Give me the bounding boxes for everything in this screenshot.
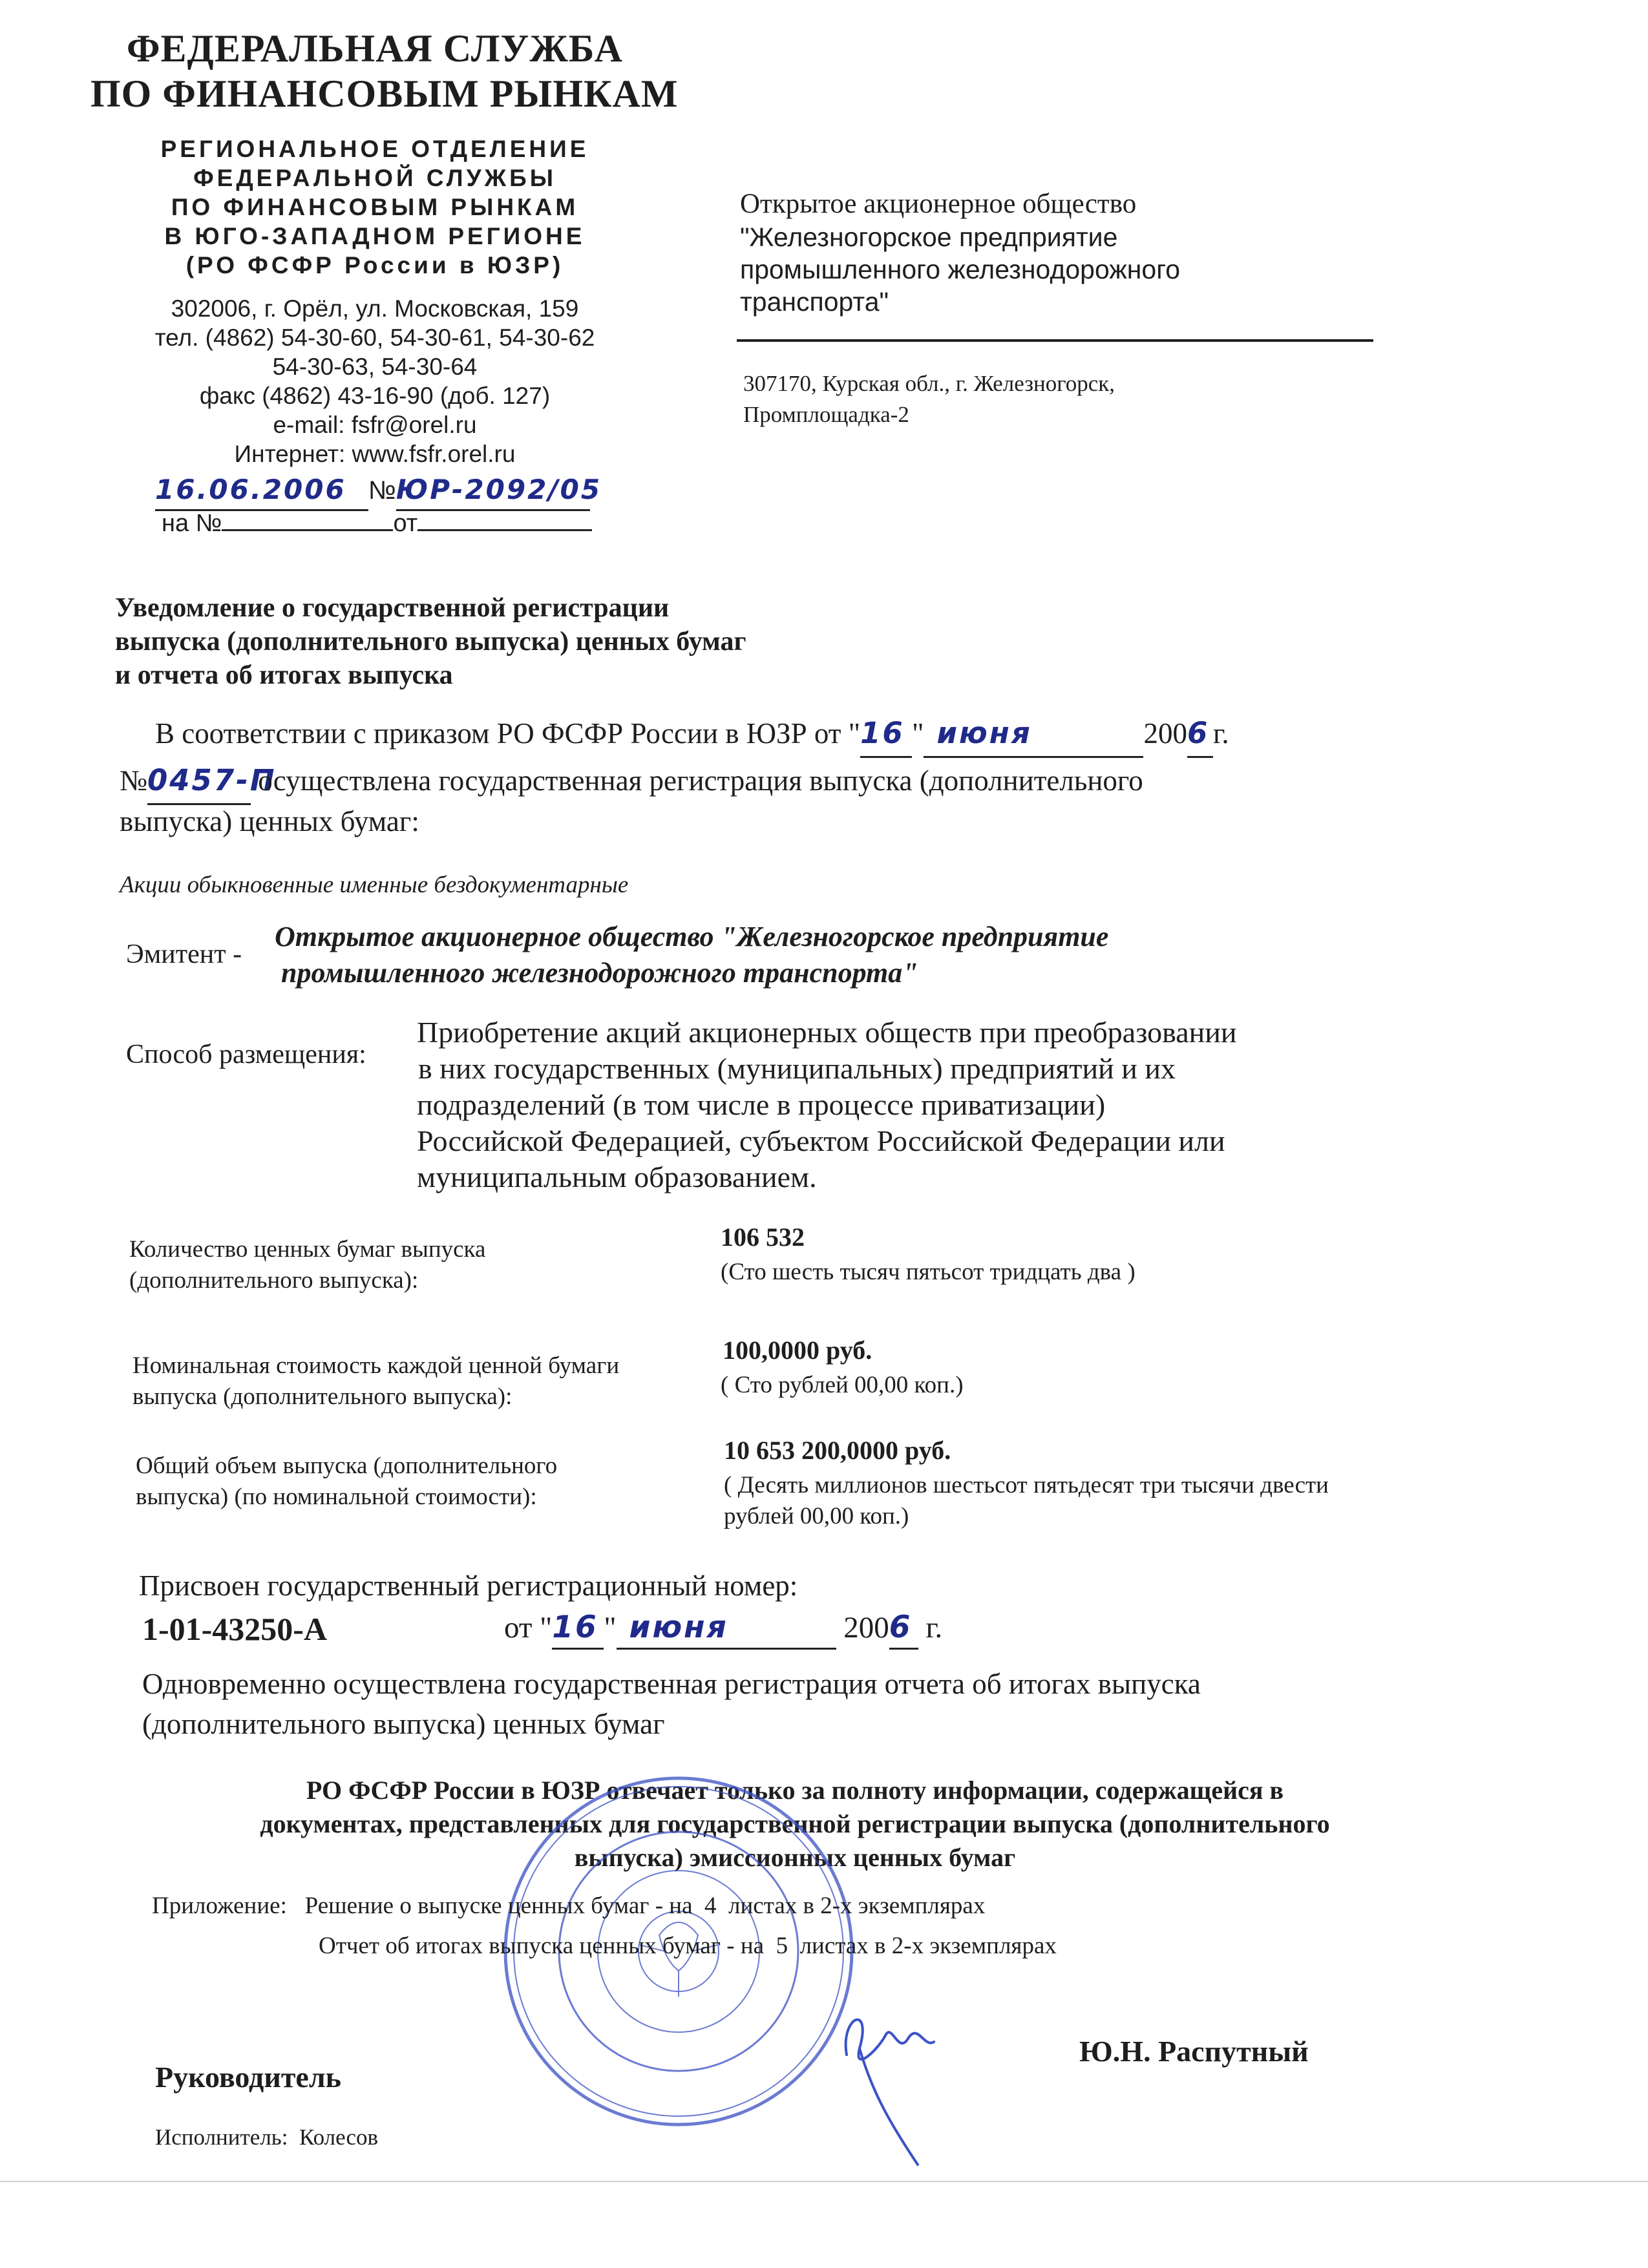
registration-number: 1-01-43250-А [142, 1611, 328, 1647]
recipient-block [740, 187, 1180, 318]
attachment-line-1 [152, 1890, 1057, 1922]
regional-office-name [90, 134, 659, 280]
order-number-label: № [120, 764, 147, 797]
executor [155, 2125, 378, 2150]
order-number: 0457-П [147, 758, 251, 805]
attachment-block [152, 1890, 1057, 1962]
year-prefix: 200 [843, 1611, 889, 1644]
quantity-value: 106 532 [721, 1223, 805, 1252]
body-line-2 [120, 758, 1229, 805]
simultaneous-report [142, 1664, 1201, 1744]
body-line-3: выпуска) ценных бумаг: [120, 805, 419, 837]
agency-name-line1: ФЕДЕРАЛЬНАЯ СЛУЖБА [127, 27, 623, 70]
simultaneous-line: Одновременно осуществлена государственная регистрация отчета об итогах выпуска [142, 1668, 1201, 1700]
simultaneous-line: (дополнительного выпуска) ценных бумаг [142, 1708, 665, 1740]
label-line: Номинальная стоимость каждой ценной бумаги [132, 1352, 620, 1379]
title-line: и отчета об итогах выпуска [115, 660, 453, 690]
sender-contacts [90, 294, 659, 468]
label-line: Общий объем выпуска (дополнительного [136, 1453, 558, 1479]
words-line: рублей 00,00 коп.) [724, 1503, 909, 1529]
quantity-words: (Сто шесть тысяч пятьсот тридцать два ) [721, 1259, 1136, 1285]
notice-title [115, 591, 746, 692]
attachment-count: 5 [776, 1933, 788, 1959]
agency-name-line2: ПО ФИНАНСОВЫМ РЫНКАМ [90, 72, 679, 115]
date-label: от " [504, 1611, 553, 1644]
sender-header [90, 26, 679, 468]
nominal-label [132, 1350, 619, 1412]
placement-line: в них государственных (муниципальных) предприятий и их [418, 1052, 1176, 1085]
contact-phone-cont: 54-30-63, 54-30-64 [272, 353, 478, 380]
address-line: 307170, Курская обл., г. Железногорск, [743, 371, 1115, 396]
contact-fax: факс (4862) 43-16-90 (доб. 127) [199, 383, 551, 409]
disclaimer-line: документах, представленных для государственной регистрации выпуска (дополнительного [260, 1809, 1330, 1838]
executor-name: Колесов [299, 2125, 379, 2150]
placement-line: муниципальным образованием. [417, 1160, 817, 1193]
year-suffix: г. [1212, 717, 1229, 750]
incoming-ref [162, 507, 592, 540]
attachment-label: Приложение: [152, 1893, 287, 1919]
incoming-number-blank [222, 507, 393, 531]
issuer-name [275, 919, 1108, 991]
attachment-item: Решение о выпуске ценных бумаг - на [304, 1893, 693, 1919]
body-line-1 [120, 711, 1229, 758]
attachment-item: листах в 2-х экземплярах [728, 1893, 986, 1919]
signatory-name: Ю.Н. Распутный [1079, 2035, 1309, 2068]
attachment-item: Отчет об итогах выпуска ценных бумаг - на [319, 1933, 765, 1959]
outgoing-number: ЮР-2092/05 [396, 470, 590, 511]
registration-date [504, 1608, 942, 1650]
quote: " [604, 1611, 617, 1644]
recipient-org-name [740, 221, 1180, 318]
security-type: Акции обыкновенные именные бездокументарные [120, 872, 629, 898]
label-line: выпуска (дополнительного выпуска): [132, 1383, 512, 1410]
disclaimer-line: РО ФСФР России в ЮЗР отвечает только за полноту информации, содержащейся в [306, 1776, 1284, 1805]
quantity-label [129, 1234, 485, 1296]
volume-words [724, 1470, 1329, 1532]
page-edge [0, 2181, 1648, 2182]
regional-line: ПО ФИНАНСОВЫМ РЫНКАМ [171, 194, 579, 220]
handwritten-signature-icon [821, 1977, 989, 2171]
order-year-prefix: 200 [1143, 717, 1187, 750]
nominal-words: ( Сто рублей 00,00 коп.) [721, 1372, 964, 1398]
issuer-line: промышленного железнодорожного транспорта" [281, 957, 918, 989]
regional-line: РЕГИОНАЛЬНОЕ ОТДЕЛЕНИЕ [160, 136, 589, 162]
attachment-line-2 [152, 1930, 1057, 1962]
words-line: ( Десять миллионов шестьсот пятьдесят три тысячи двести [724, 1472, 1329, 1498]
registration-month: июня [617, 1608, 836, 1650]
label-line: Количество ценных бумаг выпуска [129, 1236, 486, 1263]
order-intro: В соответствии с приказом РО ФСФР России в ЮЗР от " [155, 717, 861, 750]
recipient-name-line: промышленного железнодорожного [740, 255, 1181, 284]
title-line: выпуска (дополнительного выпуска) ценных бумаг [115, 627, 746, 656]
issuer-label: Эмитент - [126, 940, 242, 969]
body-text: осуществлена государственная регистрация выпуска (дополнительного [258, 764, 1143, 797]
signatory-position: Руководитель [155, 2061, 341, 2094]
recipient-divider [737, 339, 1373, 342]
placement-label: Способ размещения: [126, 1040, 366, 1069]
recipient-org-type: Открытое акционерное общество [740, 189, 1137, 219]
regional-line: В ЮГО-ЗАПАДНОМ РЕГИОНЕ [164, 223, 586, 249]
incoming-date-blank [417, 507, 592, 531]
nominal-value: 100,0000 руб. [723, 1336, 872, 1365]
order-day: 16 [860, 711, 912, 758]
recipient-name-line: "Железногорское предприятие [740, 222, 1118, 252]
placement-line: подразделений (в том числе в процессе приватизации) [417, 1088, 1106, 1121]
regional-line: ФЕДЕРАЛЬНОЙ СЛУЖБЫ [193, 165, 556, 191]
contact-email: e-mail: fsfr@orel.ru [273, 412, 477, 438]
placement-method [417, 1014, 1237, 1195]
incoming-number-label: на № [162, 510, 222, 537]
outgoing-ref [155, 470, 602, 511]
contact-website: Интернет: www.fsfr.orel.ru [234, 441, 516, 467]
registration-label: Присвоен государственный регистрационный номер: [139, 1570, 798, 1602]
attachment-count: 4 [704, 1893, 717, 1919]
quote: " [912, 717, 924, 750]
recipient-name-line: транспорта" [740, 287, 889, 317]
order-year-digit: 6 [1187, 711, 1213, 758]
volume-label [136, 1451, 557, 1513]
executor-label: Исполнитель: [155, 2125, 288, 2150]
title-line: Уведомление о государственной регистрации [115, 593, 670, 623]
disclaimer-line: выпуска) эмиссионных ценных бумаг [574, 1843, 1016, 1872]
registration-year-digit: 6 [889, 1608, 918, 1650]
issuer-line: Открытое акционерное общество "Железногорское предприятие [275, 921, 1109, 952]
volume-value: 10 653 200,0000 руб. [724, 1436, 951, 1465]
year-suffix: г. [925, 1611, 943, 1644]
address-line: Промплощадка-2 [743, 402, 909, 427]
placement-line: Российской Федерацией, субъектом Российской Федерации или [417, 1124, 1225, 1157]
attachment-item: листах в 2-х экземплярах [799, 1933, 1057, 1959]
recipient-address [743, 368, 1115, 430]
order-month: июня [924, 711, 1143, 758]
incoming-date-label: от [393, 510, 418, 537]
outgoing-date: 16.06.2006 [155, 470, 368, 511]
contact-phone: тел. (4862) 54-30-60, 54-30-61, 54-30-62 [154, 324, 595, 351]
registration-day: 16 [552, 1608, 604, 1650]
number-label: № [368, 476, 396, 505]
contact-address: 302006, г. Орёл, ул. Московская, 159 [171, 295, 579, 322]
body-paragraph [120, 711, 1229, 837]
placement-line: Приобретение акций акционерных обществ при преобразовании [417, 1016, 1237, 1049]
label-line: (дополнительного выпуска): [129, 1267, 419, 1294]
regional-line: (РО ФСФР России в ЮЗР) [185, 252, 564, 278]
label-line: выпуска) (по номинальной стоимости): [136, 1484, 537, 1510]
